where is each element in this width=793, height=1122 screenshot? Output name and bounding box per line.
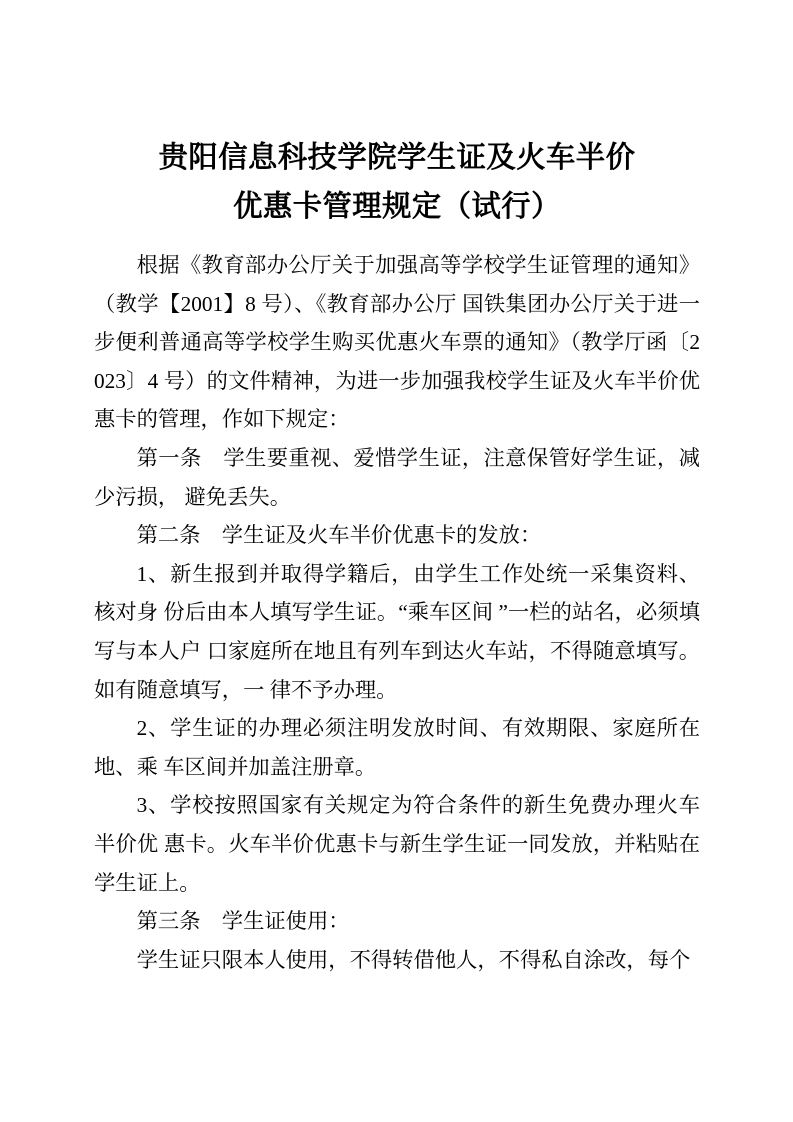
document-body xyxy=(94,246,700,979)
document-title xyxy=(94,134,700,232)
document-title-line-2: 优惠卡管理规定（试行） xyxy=(233,191,561,223)
document-title-line-1: 贵阳信息科技学院学生证及火车半价 xyxy=(158,142,636,174)
paragraph-article-2-item-3: 3、学校按照国家有关规定为符合条件的新生免费办理火车半价优 惠卡。火车半价优惠卡与新生学生证一同发放，并粘贴在学生证上。 xyxy=(94,793,700,895)
paragraph-article-1: 第一条 学生要重视、爱惜学生证，注意保管好学生证，减少污损， 避免丢失。 xyxy=(94,445,700,509)
paragraph-article-3-heading: 第三条 学生证使用： xyxy=(136,909,350,934)
paragraph-article-2-heading: 第二条 学生证及火车半价优惠卡的发放： xyxy=(136,523,542,548)
paragraph-article-2-item-2: 2、学生证的办理必须注明发放时间、有效期限、家庭所在地、乘 车区间并加盖注册章。 xyxy=(94,716,700,779)
paragraph-article-3-body: 学生证只限本人使用，不得转借他人，不得私自涂改，每个 xyxy=(136,947,691,972)
paragraph-intro-basis: 根据《教育部办公厅关于加强高等学校学生证管理的通知》（教学【2001】8 号）、《教育部办公厅 国铁集团办公厅关于进一步便利普通高等学校学生购买优惠火车票的通知》（教学厅函〔2023〕4 号）的文件精神，为进一步加强我校学生证及火车半价优惠卡的管理，作如下规定： xyxy=(94,253,700,432)
paragraph-article-2-item-1: 1、新生报到并取得学籍后，由学生工作处统一采集资料、核对身 份后由本人填写学生证。“乘车区间 ”一栏的站名，必须填写与本人户 口家庭所在地且有列车到达火车站，不得随意填写。如有随意填写，一 律不予办理。 xyxy=(94,561,700,702)
